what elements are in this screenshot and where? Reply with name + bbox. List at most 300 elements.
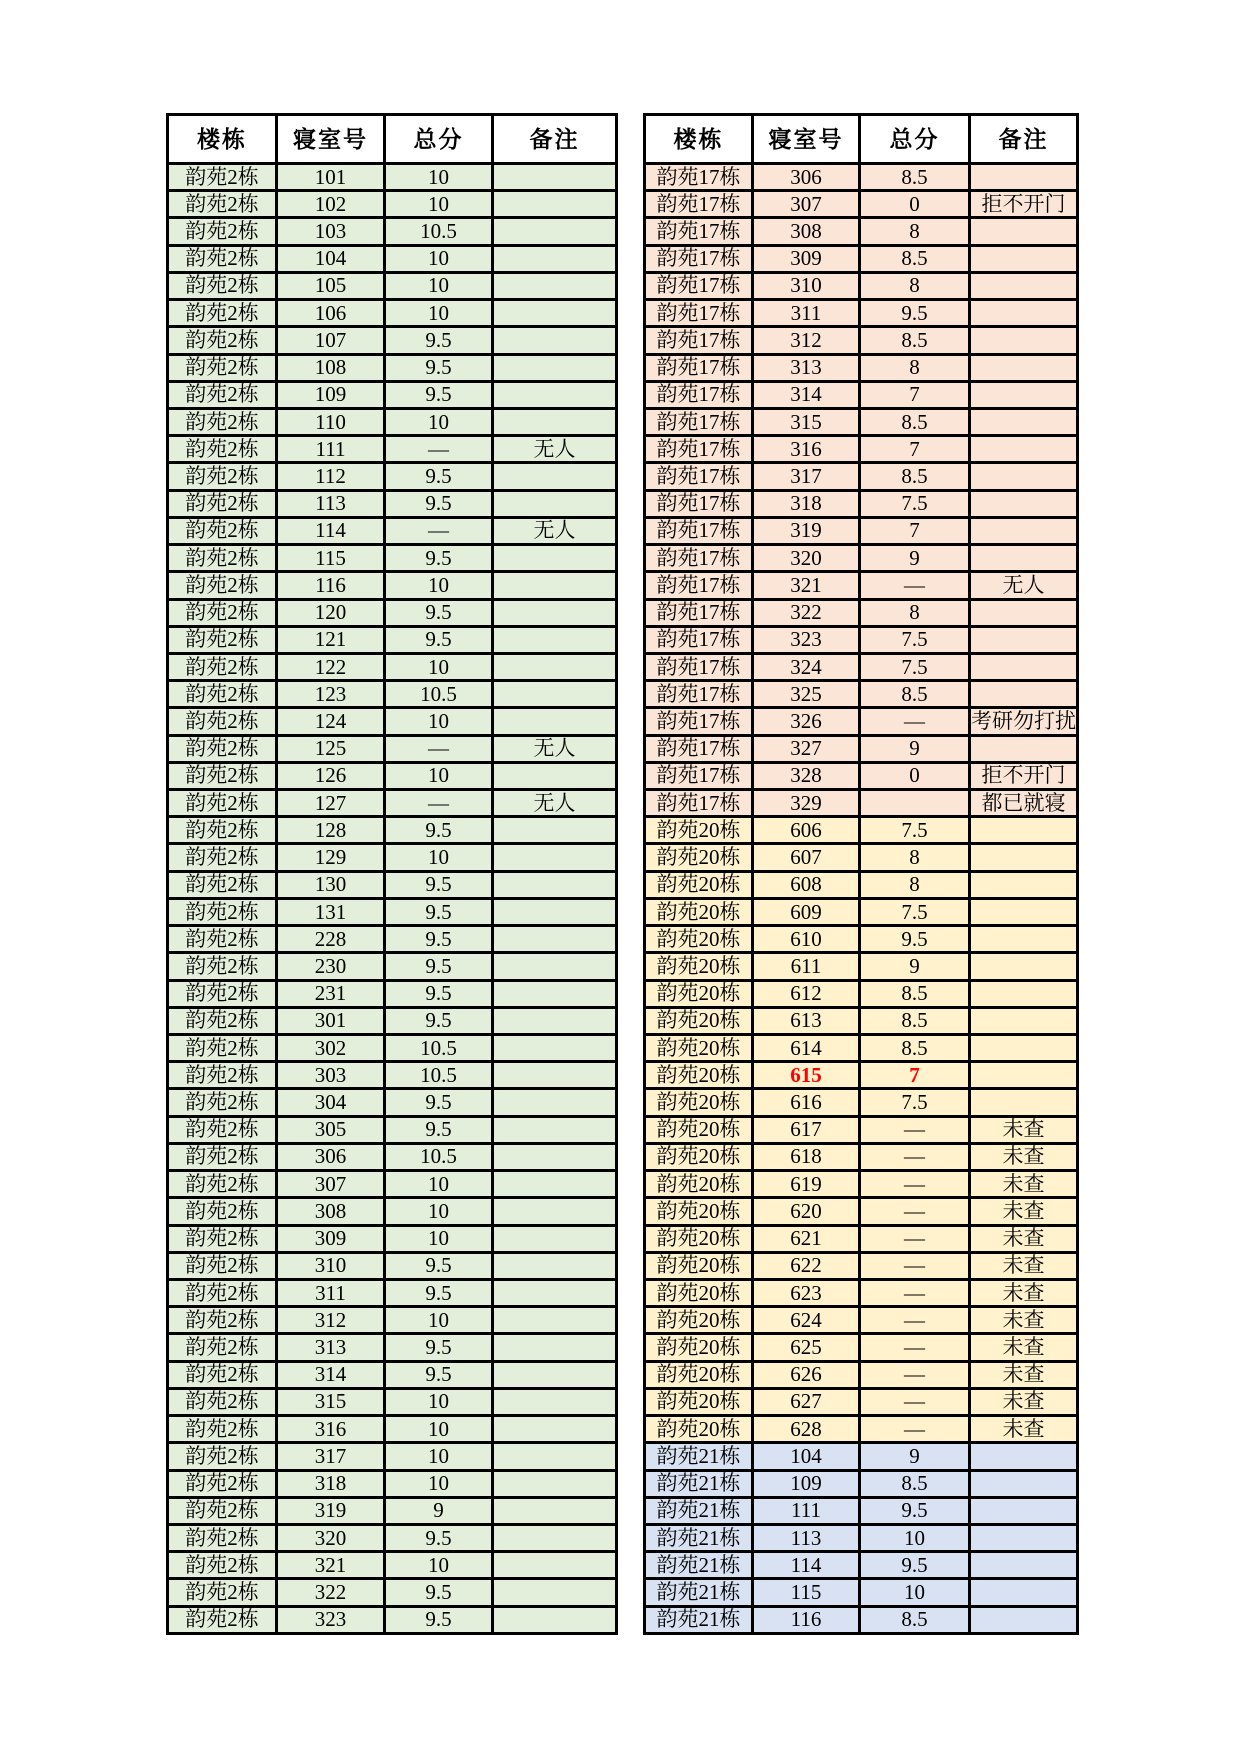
room-cell: 313 [277, 1334, 385, 1361]
room-cell: 312 [753, 327, 860, 354]
note-cell [970, 545, 1078, 572]
building-cell: 韵苑2栋 [168, 572, 277, 599]
room-cell: 622 [753, 1252, 860, 1279]
score-cell: 9.5 [385, 871, 493, 898]
table-row [168, 272, 617, 299]
table-row [168, 218, 617, 245]
table-row [168, 327, 617, 354]
score-cell: 9.5 [385, 953, 493, 980]
score-cell: 9.5 [860, 1497, 970, 1524]
room-cell: 131 [277, 898, 385, 925]
building-cell: 韵苑2栋 [168, 980, 277, 1007]
room-cell: 314 [753, 381, 860, 408]
note-cell: 未查 [970, 1143, 1078, 1170]
score-cell: 7.5 [860, 490, 970, 517]
room-cell: 306 [277, 1143, 385, 1170]
building-cell: 韵苑2栋 [168, 1225, 277, 1252]
note-cell [493, 898, 617, 925]
score-cell: 7.5 [860, 898, 970, 925]
room-cell: 329 [753, 790, 860, 817]
table-row [645, 790, 1078, 817]
score-cell: 9.5 [385, 817, 493, 844]
table-row [645, 436, 1078, 463]
note-cell [493, 653, 617, 680]
room-cell: 612 [753, 980, 860, 1007]
note-cell [493, 871, 617, 898]
note-cell [493, 953, 617, 980]
score-cell: 10 [385, 408, 493, 435]
table-row [645, 408, 1078, 435]
note-cell [493, 1579, 617, 1606]
note-cell [493, 408, 617, 435]
score-cell: 10 [860, 1579, 970, 1606]
table-row [645, 626, 1078, 653]
score-cell: 10 [385, 1225, 493, 1252]
table-row [168, 463, 617, 490]
score-cell: 10 [860, 1524, 970, 1551]
score-cell: 9.5 [385, 626, 493, 653]
col-header-building: 楼栋 [168, 115, 277, 164]
room-cell: 107 [277, 327, 385, 354]
score-cell: 9.5 [385, 1007, 493, 1034]
score-cell: — [860, 1171, 970, 1198]
room-cell: 320 [753, 545, 860, 572]
building-cell: 韵苑2栋 [168, 1307, 277, 1334]
note-cell [493, 1497, 617, 1524]
table-row [645, 354, 1078, 381]
score-cell: 9 [860, 545, 970, 572]
building-cell: 韵苑17栋 [645, 218, 753, 245]
room-cell: 103 [277, 218, 385, 245]
note-cell [493, 1470, 617, 1497]
note-cell [970, 1524, 1078, 1551]
table-row [168, 1579, 617, 1606]
table-row [168, 1007, 617, 1034]
building-cell: 韵苑17栋 [645, 164, 753, 191]
note-cell [493, 817, 617, 844]
dorm-score-table-right [643, 113, 1079, 1635]
room-cell: 611 [753, 953, 860, 980]
note-cell: 未查 [970, 1252, 1078, 1279]
table-row [645, 1334, 1078, 1361]
building-cell: 韵苑2栋 [168, 1443, 277, 1470]
score-cell: 10.5 [385, 218, 493, 245]
building-cell: 韵苑21栋 [645, 1524, 753, 1551]
table-body [645, 164, 1078, 1634]
score-cell: — [860, 1334, 970, 1361]
note-cell [970, 381, 1078, 408]
room-cell: 625 [753, 1334, 860, 1361]
building-cell: 韵苑2栋 [168, 762, 277, 789]
room-cell: 311 [277, 1279, 385, 1306]
building-cell: 韵苑2栋 [168, 1552, 277, 1579]
building-cell: 韵苑20栋 [645, 898, 753, 925]
score-cell: 9.5 [385, 1524, 493, 1551]
note-cell: 无人 [970, 572, 1078, 599]
building-cell: 韵苑17栋 [645, 517, 753, 544]
score-cell: 7 [860, 381, 970, 408]
table-row [168, 898, 617, 925]
note-cell [493, 1606, 617, 1633]
score-cell: 9.5 [385, 1116, 493, 1143]
building-cell: 韵苑2栋 [168, 463, 277, 490]
table-row [168, 572, 617, 599]
table-row [168, 354, 617, 381]
note-cell [493, 1361, 617, 1388]
building-cell: 韵苑2栋 [168, 545, 277, 572]
note-cell: 无人 [493, 517, 617, 544]
building-cell: 韵苑2栋 [168, 898, 277, 925]
note-cell [493, 1062, 617, 1089]
room-cell: 102 [277, 191, 385, 218]
room-cell: 104 [753, 1443, 860, 1470]
room-cell: 125 [277, 735, 385, 762]
score-cell: 8.5 [860, 1035, 970, 1062]
room-cell: 113 [753, 1524, 860, 1551]
room-cell: 101 [277, 164, 385, 191]
building-cell: 韵苑17栋 [645, 708, 753, 735]
table-row [168, 1143, 617, 1170]
note-cell [493, 381, 617, 408]
room-cell: 312 [277, 1307, 385, 1334]
room-cell: 110 [277, 408, 385, 435]
note-cell [493, 327, 617, 354]
room-cell: 618 [753, 1143, 860, 1170]
note-cell [493, 245, 617, 272]
room-cell: 105 [277, 272, 385, 299]
room-cell: 614 [753, 1035, 860, 1062]
score-cell: — [860, 1307, 970, 1334]
room-cell: 316 [277, 1416, 385, 1443]
score-cell: 9 [860, 953, 970, 980]
building-cell: 韵苑17栋 [645, 490, 753, 517]
building-cell: 韵苑17栋 [645, 191, 753, 218]
note-cell [970, 1089, 1078, 1116]
building-cell: 韵苑21栋 [645, 1443, 753, 1470]
score-cell: 8.5 [860, 1007, 970, 1034]
score-cell: 9.5 [860, 300, 970, 327]
note-cell: 未查 [970, 1116, 1078, 1143]
room-cell: 313 [753, 354, 860, 381]
room-cell: 324 [753, 653, 860, 680]
table-row [645, 300, 1078, 327]
table-row [645, 1062, 1078, 1089]
room-cell: 109 [277, 381, 385, 408]
note-cell [493, 1116, 617, 1143]
table-row [645, 381, 1078, 408]
room-cell: 328 [753, 762, 860, 789]
table-row [168, 1171, 617, 1198]
room-cell: 310 [277, 1252, 385, 1279]
room-cell: 128 [277, 817, 385, 844]
note-cell [970, 599, 1078, 626]
note-cell: 未查 [970, 1171, 1078, 1198]
building-cell: 韵苑20栋 [645, 1279, 753, 1306]
room-cell: 122 [277, 653, 385, 680]
building-cell: 韵苑17栋 [645, 463, 753, 490]
table-row [645, 1388, 1078, 1415]
room-cell: 302 [277, 1035, 385, 1062]
table-row [168, 871, 617, 898]
room-cell: 121 [277, 626, 385, 653]
score-cell: 7.5 [860, 653, 970, 680]
table-row [168, 1470, 617, 1497]
table-row [168, 1225, 617, 1252]
table-row [168, 517, 617, 544]
score-cell: 10 [385, 1552, 493, 1579]
col-header-building: 楼栋 [645, 115, 753, 164]
note-cell [493, 1035, 617, 1062]
table-row [645, 1143, 1078, 1170]
score-cell: 8.5 [860, 408, 970, 435]
score-cell: 7 [860, 436, 970, 463]
table-row [168, 191, 617, 218]
building-cell: 韵苑2栋 [168, 300, 277, 327]
score-cell: 10 [385, 844, 493, 871]
score-cell: 10.5 [385, 1035, 493, 1062]
building-cell: 韵苑2栋 [168, 626, 277, 653]
score-cell: 9.5 [385, 381, 493, 408]
score-cell: 8 [860, 871, 970, 898]
room-cell: 316 [753, 436, 860, 463]
room-cell: 323 [753, 626, 860, 653]
col-header-score: 总分 [385, 115, 493, 164]
table-row [645, 164, 1078, 191]
score-cell: 8 [860, 272, 970, 299]
score-cell: 10 [385, 708, 493, 735]
room-cell: 609 [753, 898, 860, 925]
room-cell: 321 [277, 1552, 385, 1579]
note-cell: 未查 [970, 1279, 1078, 1306]
note-cell [493, 980, 617, 1007]
note-cell [970, 980, 1078, 1007]
score-cell: 7.5 [860, 626, 970, 653]
score-cell: — [860, 1116, 970, 1143]
table-row [168, 300, 617, 327]
building-cell: 韵苑20栋 [645, 844, 753, 871]
table-row [645, 1007, 1078, 1034]
table-row [645, 490, 1078, 517]
building-cell: 韵苑2栋 [168, 517, 277, 544]
table-row [168, 844, 617, 871]
room-cell: 307 [277, 1171, 385, 1198]
building-cell: 韵苑2栋 [168, 327, 277, 354]
room-cell: 617 [753, 1116, 860, 1143]
building-cell: 韵苑2栋 [168, 708, 277, 735]
building-cell: 韵苑2栋 [168, 599, 277, 626]
table-row [645, 1552, 1078, 1579]
score-cell: — [860, 1143, 970, 1170]
room-cell: 619 [753, 1171, 860, 1198]
room-cell: 304 [277, 1089, 385, 1116]
table-row [168, 408, 617, 435]
note-cell [970, 871, 1078, 898]
note-cell [493, 191, 617, 218]
room-cell: 305 [277, 1116, 385, 1143]
table-row [168, 1361, 617, 1388]
note-cell [970, 1579, 1078, 1606]
room-cell: 606 [753, 817, 860, 844]
room-cell: 309 [277, 1225, 385, 1252]
table-row [168, 762, 617, 789]
room-cell: 317 [753, 463, 860, 490]
note-cell [493, 572, 617, 599]
table-header [168, 115, 617, 164]
room-cell: 323 [277, 1606, 385, 1633]
building-cell: 韵苑2栋 [168, 1579, 277, 1606]
header-row [645, 115, 1078, 164]
table-row [168, 245, 617, 272]
building-cell: 韵苑2栋 [168, 245, 277, 272]
note-cell [970, 490, 1078, 517]
room-cell: 130 [277, 871, 385, 898]
note-cell: 未查 [970, 1307, 1078, 1334]
score-cell: 10 [385, 1416, 493, 1443]
room-cell: 317 [277, 1443, 385, 1470]
score-cell: 10 [385, 762, 493, 789]
building-cell: 韵苑17栋 [645, 245, 753, 272]
note-cell [970, 898, 1078, 925]
col-header-score: 总分 [860, 115, 970, 164]
building-cell: 韵苑2栋 [168, 1035, 277, 1062]
building-cell: 韵苑17栋 [645, 681, 753, 708]
note-cell: 考研勿打扰 [970, 708, 1078, 735]
table-row [645, 272, 1078, 299]
col-header-note: 备注 [970, 115, 1078, 164]
score-cell: 9.5 [385, 980, 493, 1007]
room-cell: 104 [277, 245, 385, 272]
room-cell: 623 [753, 1279, 860, 1306]
building-cell: 韵苑2栋 [168, 408, 277, 435]
note-cell [493, 1416, 617, 1443]
score-cell: 9.5 [860, 926, 970, 953]
room-cell: 301 [277, 1007, 385, 1034]
table-row [168, 1307, 617, 1334]
room-cell: 124 [277, 708, 385, 735]
building-cell: 韵苑20栋 [645, 1007, 753, 1034]
room-cell: 230 [277, 953, 385, 980]
note-cell [970, 1606, 1078, 1633]
score-cell: 9.5 [385, 490, 493, 517]
note-cell [970, 1552, 1078, 1579]
room-cell: 620 [753, 1198, 860, 1225]
building-cell: 韵苑2栋 [168, 1416, 277, 1443]
building-cell: 韵苑20栋 [645, 1388, 753, 1415]
note-cell [970, 1497, 1078, 1524]
table-row [645, 898, 1078, 925]
table-row [168, 681, 617, 708]
score-cell: 10 [385, 164, 493, 191]
score-cell: 9.5 [385, 1252, 493, 1279]
building-cell: 韵苑2栋 [168, 1470, 277, 1497]
building-cell: 韵苑20栋 [645, 817, 753, 844]
table-row [168, 1497, 617, 1524]
table-row [645, 1524, 1078, 1551]
note-cell [493, 490, 617, 517]
table-row [168, 1552, 617, 1579]
note-cell [970, 218, 1078, 245]
score-cell: 8.5 [860, 327, 970, 354]
room-cell: 322 [753, 599, 860, 626]
room-cell: 326 [753, 708, 860, 735]
room-cell: 116 [753, 1606, 860, 1633]
room-cell: 129 [277, 844, 385, 871]
building-cell: 韵苑20栋 [645, 1361, 753, 1388]
note-cell [493, 681, 617, 708]
room-cell: 111 [277, 436, 385, 463]
note-cell: 拒不开门 [970, 762, 1078, 789]
room-cell: 108 [277, 354, 385, 381]
note-cell [970, 408, 1078, 435]
building-cell: 韵苑21栋 [645, 1552, 753, 1579]
table-row [645, 681, 1078, 708]
table-row [645, 463, 1078, 490]
room-cell: 320 [277, 1524, 385, 1551]
table-row [645, 1606, 1078, 1633]
table-row [645, 708, 1078, 735]
note-cell [970, 164, 1078, 191]
building-cell: 韵苑20栋 [645, 1334, 753, 1361]
note-cell [493, 1007, 617, 1034]
score-cell: 9.5 [385, 463, 493, 490]
note-cell [970, 653, 1078, 680]
building-cell: 韵苑20栋 [645, 1089, 753, 1116]
building-cell: 韵苑17栋 [645, 381, 753, 408]
building-cell: 韵苑2栋 [168, 681, 277, 708]
score-cell: 8 [860, 354, 970, 381]
table-row [168, 1116, 617, 1143]
building-cell: 韵苑21栋 [645, 1497, 753, 1524]
note-cell: 无人 [493, 790, 617, 817]
score-cell: 7.5 [860, 1089, 970, 1116]
note-cell [493, 1307, 617, 1334]
note-cell [970, 463, 1078, 490]
note-cell: 未查 [970, 1416, 1078, 1443]
score-cell [860, 790, 970, 817]
table-row [645, 1279, 1078, 1306]
table-row [645, 926, 1078, 953]
table-row [168, 164, 617, 191]
note-cell [493, 599, 617, 626]
note-cell [970, 300, 1078, 327]
table-row [645, 1035, 1078, 1062]
table-row [168, 953, 617, 980]
building-cell: 韵苑2栋 [168, 381, 277, 408]
score-cell: 9.5 [385, 1606, 493, 1633]
room-cell: 306 [753, 164, 860, 191]
score-cell: 9.5 [385, 545, 493, 572]
score-cell: 8.5 [860, 164, 970, 191]
dorm-score-table-left [166, 113, 618, 1635]
room-cell: 621 [753, 1225, 860, 1252]
table-row [645, 1225, 1078, 1252]
note-cell: 未查 [970, 1334, 1078, 1361]
note-cell [493, 164, 617, 191]
score-cell: 10.5 [385, 1143, 493, 1170]
score-cell: 8.5 [860, 463, 970, 490]
building-cell: 韵苑2栋 [168, 1089, 277, 1116]
note-cell [970, 1062, 1078, 1089]
table-row [645, 1470, 1078, 1497]
building-cell: 韵苑2栋 [168, 817, 277, 844]
score-cell: — [860, 1279, 970, 1306]
col-header-room: 寝室号 [277, 115, 385, 164]
note-cell [493, 708, 617, 735]
table-row [168, 436, 617, 463]
score-cell: 10 [385, 1443, 493, 1470]
building-cell: 韵苑17栋 [645, 272, 753, 299]
building-cell: 韵苑2栋 [168, 436, 277, 463]
